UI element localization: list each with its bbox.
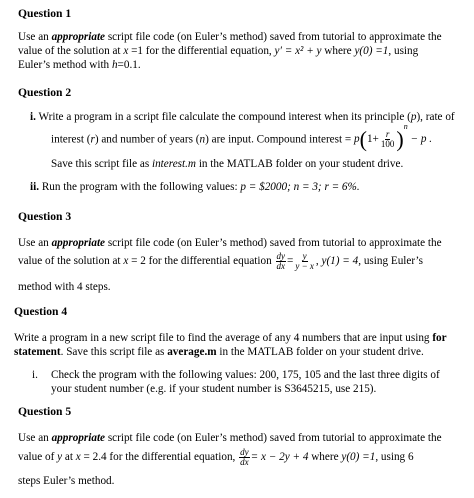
formula-tail: − p . [407,133,433,146]
q1-emphasis: appropriate [51,31,106,43]
q4-text: Write a program in a new script file to find the average of any 4 numbers that are input using [14,332,433,344]
formula-p: p [354,133,360,146]
q3-rhs-num: y [302,251,307,261]
q4-filename: average.m [167,346,217,358]
question-4-heading: Question 4 [14,305,68,318]
q5-dx: dx [240,457,249,467]
question-4-part-i-line-2: your student number (e.g. if your student number is S3645215, use 215). [51,383,377,395]
q3-rhs-den: y − x [295,261,314,271]
q2-text: in the MATLAB folder on your student drive. [196,158,404,170]
question-5-line-3: steps Euler’s method. [18,475,115,487]
q2-text: ) and number of years ( [94,133,200,146]
question-4-line-2 [14,345,470,359]
question-3-line-1 [18,236,464,250]
q1-text: Euler’s method with [18,59,112,71]
question-1-heading: Question 1 [18,7,72,20]
q1-text: where [321,45,355,57]
q4-text: . Save this script file as [60,346,168,358]
q3-dy: dy [276,251,286,261]
q1-text: script file code (on Euler’s method) saved from tutorial to approximate the [105,31,442,43]
question-1-line-3 [18,58,464,72]
q3-rhs [294,252,315,271]
q3-text: , [315,255,322,268]
q2-text: interest ( [51,133,91,146]
q3-text: , using Euler’s [358,255,423,268]
q5-text: value of [18,451,58,464]
q5-text: where [308,451,342,464]
part-ii-label: ii. [30,181,40,193]
q3-math: x [123,255,129,268]
q5-derivative [239,448,250,467]
q5-condition: y(0) =1 [341,451,376,464]
q4-text: in the MATLAB folder on your student drive. [216,346,424,358]
q2-math: r [90,133,95,146]
q2-text: Save this script file as [51,158,152,170]
question-3-line-2: value of the solution at x = 2 for the differential equation $\frac{dy}{dx}$ = $\frac{y}{y - x}$ , y(1) = 4, using Euler’s [18,251,423,271]
q2-text: ), rate of [416,111,455,123]
q5-text: Use an [18,432,52,444]
question-1-line-2 [18,44,464,58]
q4-bold: for [432,332,447,344]
q4-bold: statement [14,346,61,358]
q2-text: ) are input. Compound interest = [205,133,355,146]
part-i-label: i. [30,111,36,123]
formula-exponent: n [403,122,408,131]
q2-math: n [199,133,206,146]
q5-math: y [57,451,63,464]
q5-text: , using 6 [375,451,414,464]
q5-equation: = x − 2y + 4 [250,451,309,464]
q3-text: script file code (on Euler’s method) saved from tutorial to approximate the [105,237,442,249]
q1-text: , using [388,45,419,57]
question-2-part-ii [30,180,470,194]
q2-values: p = $2000; n = 3; r = 6%. [240,181,360,193]
question-5-line-2 [18,448,464,467]
formula-one: 1+ [366,133,379,146]
q2-text: Write a program in a script file calculate the compound interest when its principle ( [35,111,411,123]
question-4-line-1 [14,331,470,345]
q1-math: x [123,45,129,57]
q3-condition: y(1) = 4 [321,255,359,268]
q1-text: value of the solution at [18,45,124,57]
question-2-heading: Question 2 [18,86,72,99]
q1-text: =0.1. [117,59,141,71]
q5-text: = 2.4 for the differential equation, [80,451,239,464]
question-1-line-1 [18,30,464,44]
q3-text: value of the solution at [18,255,124,268]
q3-dx: dx [276,261,286,271]
q1-text: Use an [18,31,52,43]
formula-den: 100 [380,139,395,150]
formula-fraction [380,130,396,149]
q2-text: Run the program with the following values: [39,181,241,193]
q5-text: script file code (on Euler’s method) saved from tutorial to approximate the [105,432,442,444]
question-2-part-i-line-2 [51,122,471,154]
q5-emphasis: appropriate [51,432,106,444]
question-5-heading: Question 5 [18,405,72,418]
formula-num: r [385,129,390,140]
q3-derivative [276,252,287,271]
q5-text: at [62,451,76,464]
question-3-heading: Question 3 [18,210,72,223]
q3-text: Use an [18,237,52,249]
q3-emphasis: appropriate [51,237,106,249]
question-2-part-i-line-3 [51,157,471,171]
question-4-part-i-line-1: Check the program with the following values: 200, 175, 105 and the last three digits of [51,369,440,381]
q3-text: = 2 for the differential equation [128,255,275,268]
q1-text: =1 for the differential equation, [128,45,275,57]
q2-math: p [410,111,417,123]
q5-dy: dy [240,447,249,457]
q1-equation: y′ = x² + y [274,45,322,57]
q1-condition: y(0) =1 [354,45,389,57]
question-4-part-i-label: i. [32,369,38,381]
q2-filename: interest.m [151,158,197,170]
compound-interest-formula: p(1+ $\frac{r}{100}$ )$^n$ − p . [354,122,433,152]
q1-math: h [111,59,118,71]
question-3-line-3: method with 4 steps. [18,281,111,293]
q5-math: x [75,451,81,464]
question-5-line-1 [18,431,464,445]
